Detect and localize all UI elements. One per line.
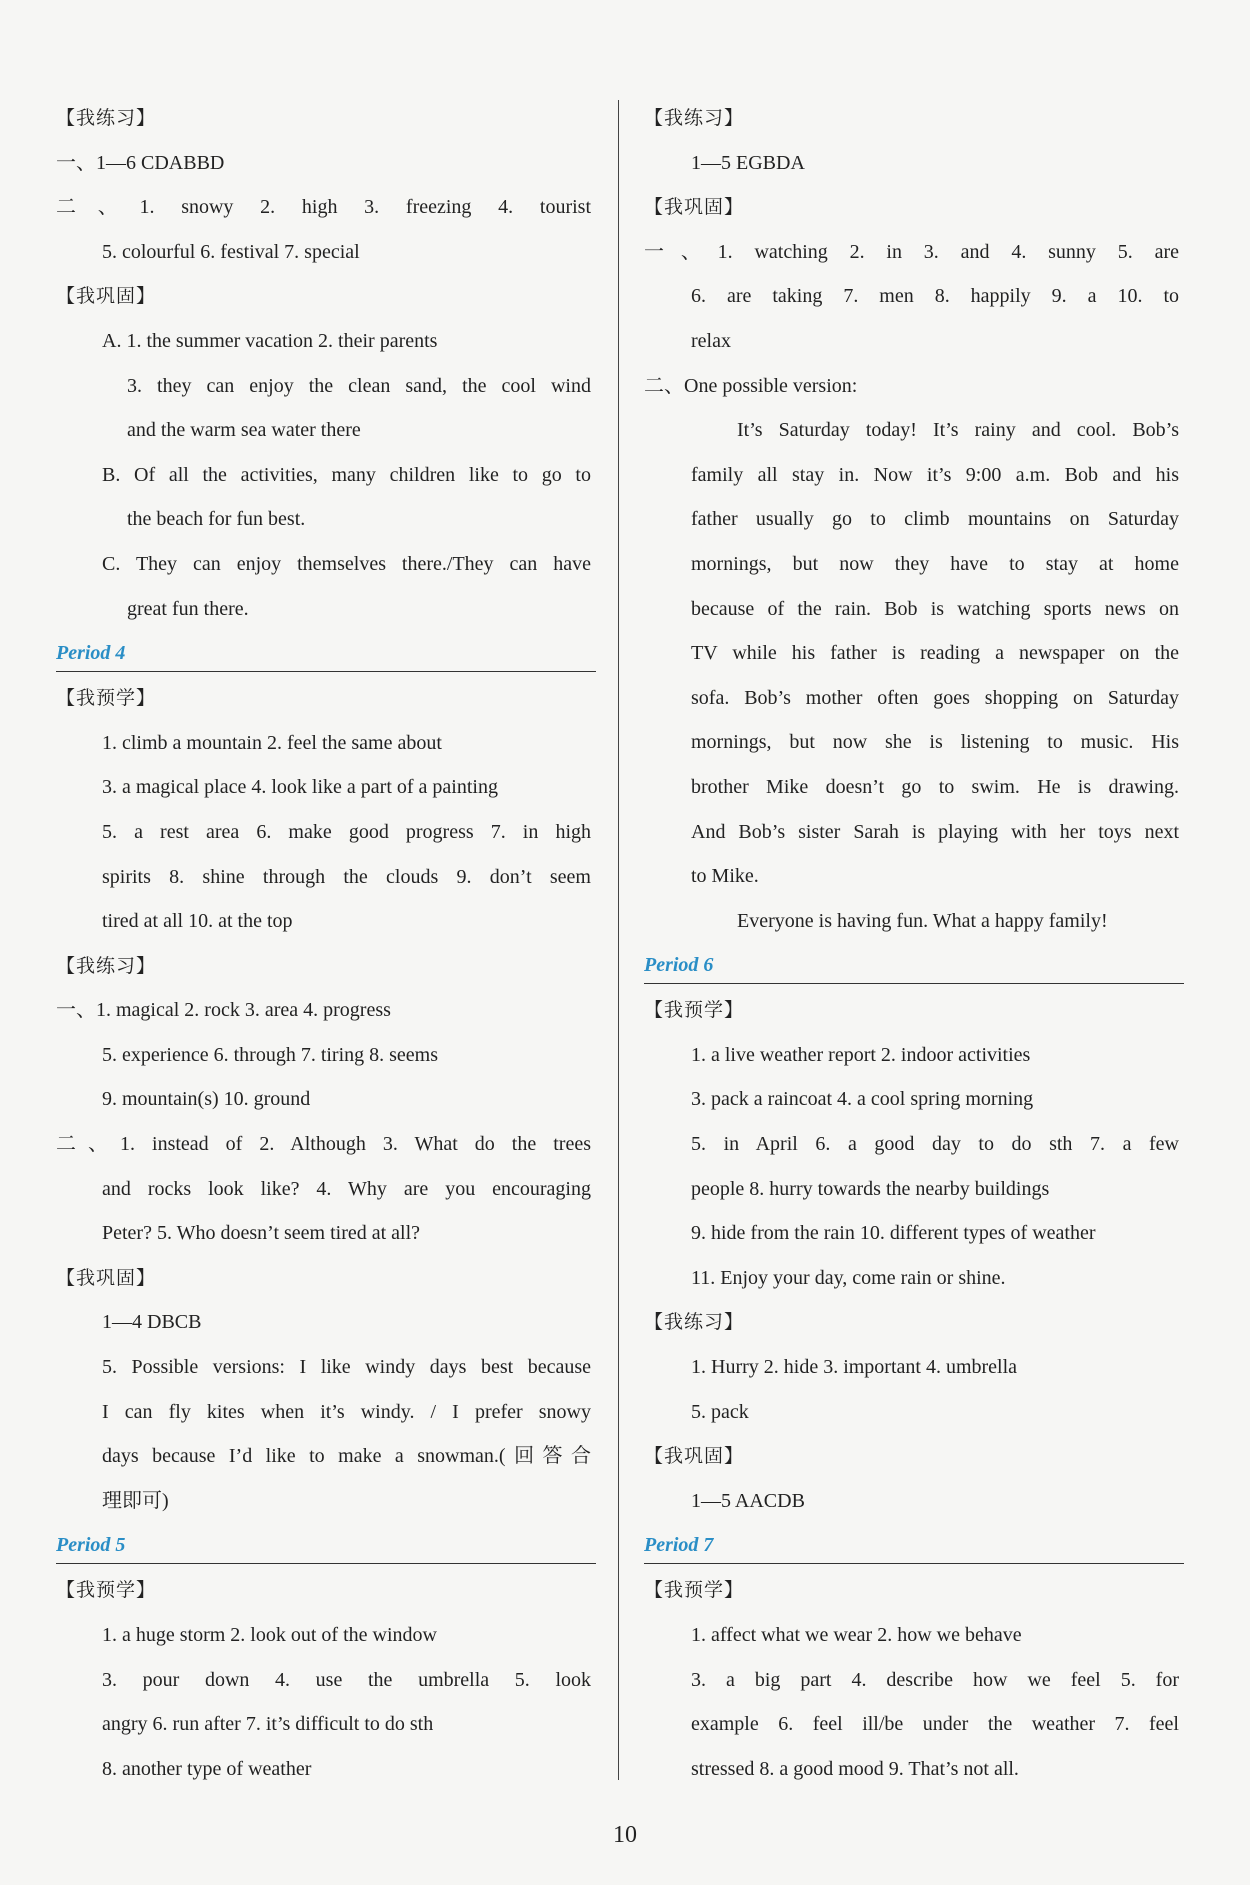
answer-line: spirits 8. shine through the clouds 9. don’t seem [102,865,591,888]
answer-line: relax [691,329,731,352]
answer-line: to Mike. [691,865,759,888]
column-divider [618,100,619,1780]
right-column [644,96,1179,1791]
answer-line: 一、1. magical 2. rock 3. area 4. progress [56,999,391,1022]
answer-line: Peter? 5. Who doesn’t seem tired at all? [102,1222,421,1245]
answer-line: the beach for fun best. [127,508,306,531]
section-heading: 【我预学】 [644,999,745,1022]
answer-line: TV while his father is reading a newspaper on the [691,642,1179,665]
answer-line: 5. pack [691,1400,749,1423]
answer-line: tired at all 10. at the top [102,910,293,933]
answer-line: 5. colourful 6. festival 7. special [102,240,360,263]
answer-line: 一、1—6 CDABBD [56,151,225,174]
answer-line: 理即可) [102,1489,169,1512]
answer-line: 1—4 DBCB [102,1311,202,1334]
answer-line: example 6. feel ill/be under the weather 7. feel [691,1713,1179,1736]
section-heading: 【我预学】 [56,687,157,710]
answer-line: 1. climb a mountain 2. feel the same about [102,731,442,754]
left-column [56,96,591,1791]
section-heading: 【我预学】 [56,1579,157,1602]
answer-line: 3. a big part 4. describe how we feel 5. for [691,1668,1179,1691]
answer-line: 6. are taking 7. men 8. happily 9. a 10. to [691,285,1179,308]
answer-line: people 8. hurry towards the nearby buildings [691,1177,1050,1200]
answer-line: I can fly kites when it’s windy. / I prefer snowy [102,1400,591,1423]
page-number: 10 [613,1822,637,1848]
section-heading: 【我巩固】 [644,196,745,219]
answer-line: 1. a live weather report 2. indoor activities [691,1043,1031,1066]
answer-line: stressed 8. a good mood 9. That’s not all. [691,1757,1019,1780]
answer-line: and rocks look like? 4. Why are you encouraging [102,1177,591,1200]
answer-line: B. Of all the activities, many children like to go to [102,463,591,486]
period-heading: Period 4 [56,635,596,672]
answer-line: 1. Hurry 2. hide 3. important 4. umbrella [691,1356,1018,1379]
section-heading: 【我练习】 [644,107,745,129]
answer-line: 5. Possible versions: I like windy days best because [102,1356,591,1379]
answer-line: family all stay in. Now it’s 9:00 a.m. Bob and his [691,463,1179,486]
answer-line: It’s Saturday today! It’s rainy and cool. Bob’s [737,419,1179,442]
period-heading: Period 7 [644,1527,1184,1564]
answer-line: 二、One possible version: [644,374,858,397]
answer-line: brother Mike doesn’t go to swim. He is drawing. [691,775,1179,798]
answer-line: 1—5 AACDB [691,1489,805,1512]
answer-line: 5. a rest area 6. make good progress 7. in high [102,820,591,843]
answer-line: 5. in April 6. a good day to do sth 7. a few [691,1133,1179,1156]
section-heading: 【我巩固】 [644,1445,745,1468]
answer-line: 5. experience 6. through 7. tiring 8. seems [102,1043,439,1066]
answer-line: father usually go to climb mountains on Saturday [691,508,1179,531]
answer-line: 二、1. instead of 2. Although 3. What do the trees [56,1133,591,1156]
answer-line: 一、1. watching 2. in 3. and 4. sunny 5. are [644,240,1179,263]
answer-line: 1. a huge storm 2. look out of the window [102,1624,437,1646]
section-heading: 【我练习】 [644,1311,745,1334]
answer-line: mornings, but now they have to stay at home [691,552,1179,575]
period-heading: Period 5 [56,1527,596,1564]
answer-line: And Bob’s sister Sarah is playing with her toys next [691,820,1179,843]
answer-line: days because I’d like to make a snowman.(回答合 [102,1445,591,1468]
section-heading: 【我预学】 [644,1579,745,1602]
answer-line: because of the rain. Bob is watching sports news on [691,597,1179,620]
answer-line: 9. mountain(s) 10. ground [102,1088,311,1111]
answer-line: 11. Enjoy your day, come rain or shine. [691,1266,1006,1289]
answer-line: mornings, but now she is listening to music. His [691,731,1179,754]
answer-line: 3. pour down 4. use the umbrella 5. look [102,1668,591,1691]
section-heading: 【我巩固】 [56,285,157,308]
answer-line: 3. pack a raincoat 4. a cool spring morning [691,1088,1034,1111]
answer-line: C. They can enjoy themselves there./They can have [102,552,591,575]
section-heading: 【我练习】 [56,954,157,977]
answer-line: 9. hide from the rain 10. different types of weather [691,1222,1096,1245]
answer-line: 1—5 EGBDA [691,151,805,174]
period-heading: Period 6 [644,947,1184,984]
answer-line: 3. a magical place 4. look like a part of a painting [102,776,498,799]
answer-line: 1. affect what we wear 2. how we behave [691,1624,1022,1646]
section-heading: 【我练习】 [56,107,157,129]
answer-line: Everyone is having fun. What a happy family! [737,909,1108,932]
answer-line: angry 6. run after 7. it’s difficult to do sth [102,1713,434,1736]
answer-line: A. 1. the summer vacation 2. their parents [102,329,438,352]
section-heading: 【我巩固】 [56,1266,157,1289]
answer-line: 二、1. snowy 2. high 3. freezing 4. tourist [56,196,591,219]
answer-line: sofa. Bob’s mother often goes shopping on Saturday [691,686,1179,709]
answer-line: great fun there. [127,597,249,620]
answer-line: 8. another type of weather [102,1757,312,1780]
answer-line: 3. they can enjoy the clean sand, the cool wind [127,374,591,397]
answer-line: and the warm sea water there [127,419,361,442]
